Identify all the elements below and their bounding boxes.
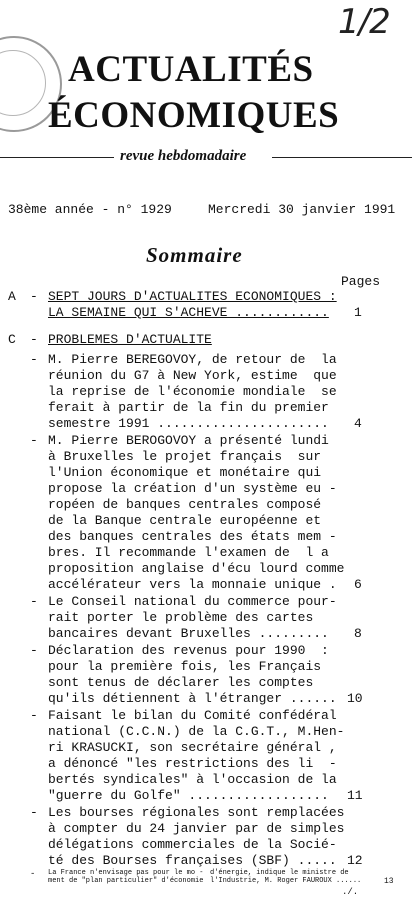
item-4-page: 10 bbox=[347, 691, 363, 706]
item-5-line: a dénoncé "les restrictions des li - bbox=[48, 756, 337, 771]
masthead-title-line2: ÉCONOMIQUES bbox=[48, 95, 340, 136]
item-2-line: à Bruxelles le projet français sur bbox=[48, 449, 322, 464]
item-5-line: bertés syndicales" à l'occasion de la bbox=[48, 772, 337, 787]
masthead-title-line1: ACTUALITÉS bbox=[68, 49, 314, 90]
section-c-title: PROBLEMES D'ACTUALITE bbox=[48, 332, 212, 347]
item-1-line: ferait à partir de la fin du premier bbox=[48, 400, 329, 415]
section-letter-c: C bbox=[8, 332, 16, 347]
item-3-line: Le Conseil national du commerce pour- bbox=[48, 594, 337, 609]
item-5-page: 11 bbox=[347, 788, 363, 803]
section-a-page: 1 bbox=[354, 305, 362, 320]
item-4-line: pour la première fois, les Français bbox=[48, 659, 322, 674]
pages-column-label: Pages bbox=[341, 274, 381, 289]
item-7-line: La France n'envisage pas pour le mo - bbox=[48, 869, 204, 877]
item-4-line: sont tenus de déclarer les comptes bbox=[48, 675, 314, 690]
item-4-line: Déclaration des revenus pour 1990 : bbox=[48, 643, 329, 658]
continuation-mark: ./. bbox=[342, 887, 359, 897]
item-2-line: M. Pierre BEROGOVOY a présenté lundi bbox=[48, 433, 329, 448]
item-5-line: national (C.C.N.) de la C.G.T., M.Hen- bbox=[48, 724, 345, 739]
item-4-dash: - bbox=[30, 643, 38, 658]
item-2-line: des banques centrales des états mem - bbox=[48, 529, 337, 544]
item-6-line: à compter du 24 janvier par de simples bbox=[48, 821, 345, 836]
item-3-dash: - bbox=[30, 594, 38, 609]
section-c-dash: - bbox=[30, 332, 38, 347]
section-letter-a: A bbox=[8, 289, 16, 304]
section-a-dash: - bbox=[30, 289, 38, 304]
item-2-line: bres. Il recommande l'examen de l a bbox=[48, 545, 329, 560]
item-6-line: té des Bourses françaises (SBF) ..... bbox=[48, 853, 337, 868]
item-1-dash: - bbox=[30, 352, 38, 367]
masthead-rule-left bbox=[0, 157, 114, 158]
item-5-dash: - bbox=[30, 708, 38, 723]
item-6-line: délégations commerciales de la Socié- bbox=[48, 837, 337, 852]
section-a-line-1: SEPT JOURS D'ACTUALITES ECONOMIQUES : bbox=[48, 289, 337, 304]
masthead-subtitle: revue hebdomadaire bbox=[120, 148, 247, 164]
item-7-line: ment de "plan particulier" d'économie bbox=[48, 877, 204, 885]
item-2-dash: - bbox=[30, 433, 38, 448]
item-5-line: ri KRASUCKI, son secrétaire général , bbox=[48, 740, 337, 755]
item-2-page: 6 bbox=[354, 577, 362, 592]
item-6-page: 12 bbox=[347, 853, 363, 868]
item-1-line: semestre 1991 ...................... bbox=[48, 416, 329, 431]
item-3-page: 8 bbox=[354, 626, 362, 641]
item-1-line: la reprise de l'économie mondiale se bbox=[48, 384, 337, 399]
item-1-page: 4 bbox=[354, 416, 362, 431]
item-2-line: accélérateur vers la monnaie unique . bbox=[48, 577, 337, 592]
item-7-dash: - bbox=[30, 869, 36, 879]
item-6-line: Les bourses régionales sont remplacées bbox=[48, 805, 345, 820]
handwritten-page-note: 1/2 bbox=[338, 2, 390, 42]
item-2-line: proposition anglaise d'écu lourd comme bbox=[48, 561, 345, 576]
item-5-line: "guerre du Golfe" .................. bbox=[48, 788, 329, 803]
item-2-line: de la Banque centrale européenne et bbox=[48, 513, 322, 528]
issue-number: 38ème année - n° 1929 bbox=[8, 202, 172, 217]
section-a-line-2: LA SEMAINE QUI S'ACHEVE ............ bbox=[48, 305, 329, 320]
item-3-line: bancaires devant Bruxelles ......... bbox=[48, 626, 329, 641]
item-2-line: propose la création d'un système eu - bbox=[48, 481, 337, 496]
sommaire-heading: Sommaire bbox=[146, 243, 243, 267]
item-6-dash: - bbox=[30, 805, 38, 820]
item-1-line: réunion du G7 à New York, estime que bbox=[48, 368, 337, 383]
item-3-line: rait porter le problème des cartes bbox=[48, 610, 314, 625]
item-7-line: l'Industrie, M. Roger FAUROUX ...... bbox=[210, 877, 362, 885]
item-1-line: M. Pierre BEREGOVOY, de retour de la bbox=[48, 352, 337, 367]
item-2-line: ropéen de banques centrales composé bbox=[48, 497, 322, 512]
item-7-page: 13 bbox=[384, 877, 394, 886]
masthead-rule-right bbox=[272, 157, 412, 158]
issue-date: Mercredi 30 janvier 1991 bbox=[208, 202, 396, 217]
item-7-line: d'énergie, indique le ministre de bbox=[210, 869, 349, 877]
item-2-line: l'Union économique et monétaire qui bbox=[48, 465, 322, 480]
item-5-line: Faisant le bilan du Comité confédéral bbox=[48, 708, 337, 723]
item-4-line: qu'ils détiennent à l'étranger ...... bbox=[48, 691, 337, 706]
